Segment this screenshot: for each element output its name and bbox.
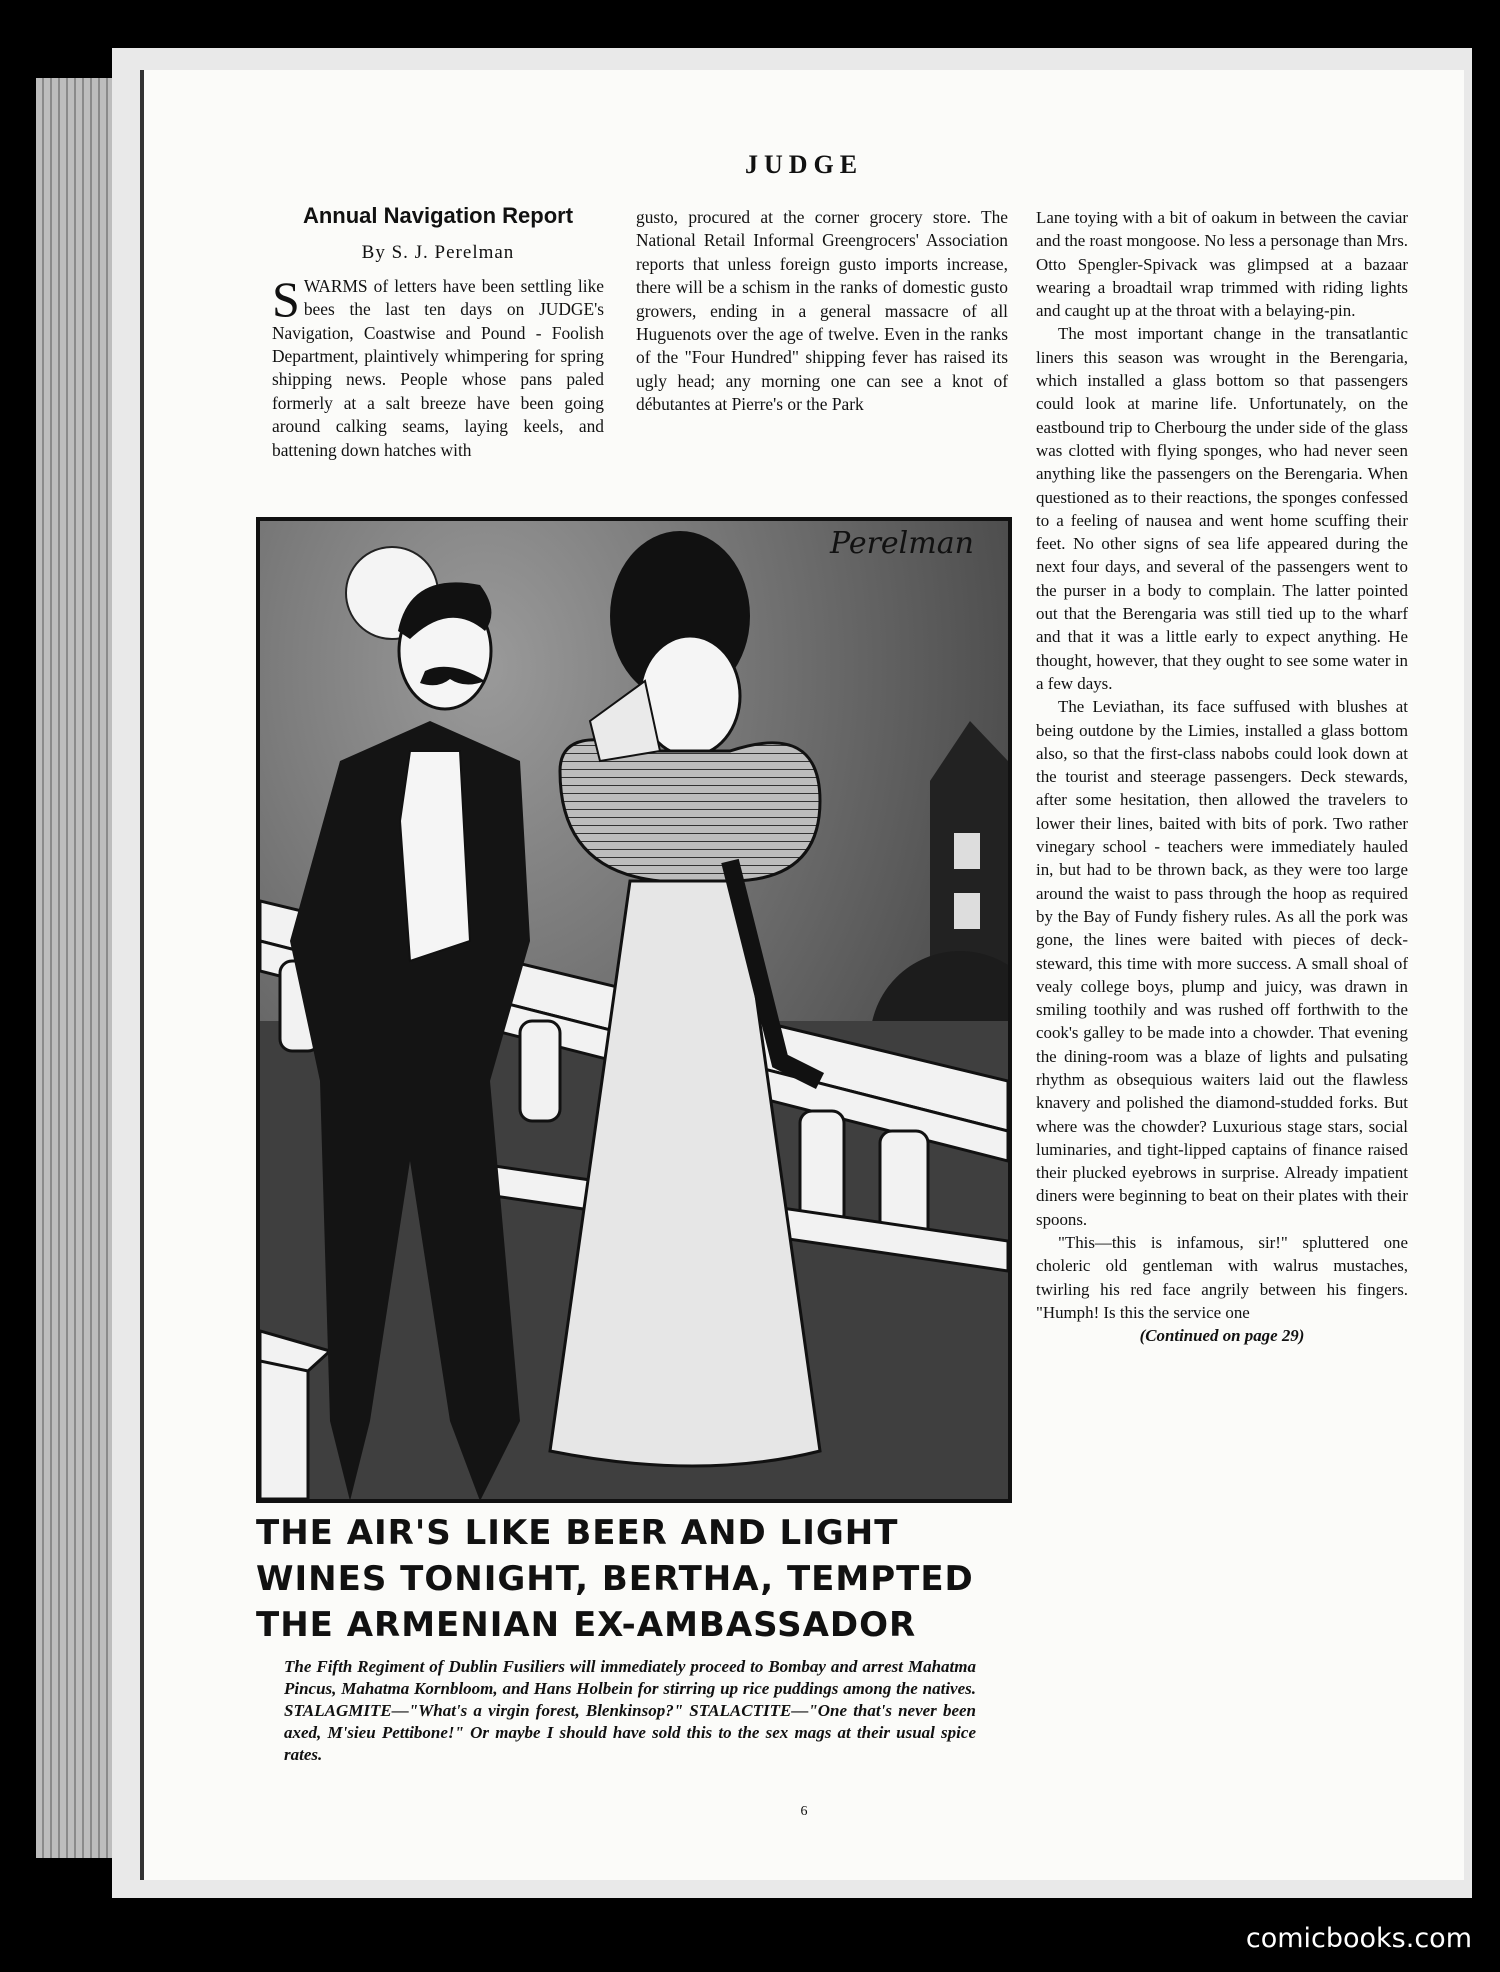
article-column-3 <box>1036 206 1408 1348</box>
page-number: 6 <box>800 1804 808 1819</box>
cartoon-caption-headline <box>256 1510 1016 1648</box>
cartoon-illustration <box>256 517 1012 1503</box>
article-byline: By S. J. Perelman <box>361 242 515 264</box>
caption-line: WINES TONIGHT, BERTHA, TEMPTED <box>256 1559 974 1599</box>
article-column-1 <box>272 204 604 462</box>
masthead: JUDGE <box>744 150 864 179</box>
article-paragraph: "This—this is infamous, sir!" spluttered one choleric old gentleman with walrus mustaches, twirling his red face angrily between his fingers. "Humph! Is this the service one <box>1036 1233 1408 1322</box>
watermark: comicbooks.com <box>1245 1923 1472 1954</box>
drop-cap: S <box>272 270 300 327</box>
article-paragraph: The Leviathan, its face suffused with blushes at being outdone by the Limies, installed a glass bottom also, so that the first-class nabobs could look down at the tourist and steerage passengers. Deck stewards, after some hesitation, then allowed the travelers to lower their lines, baited with bits of pork. Two rather vinegary school - teachers were immediately hauled in, but had to be thrown back, as they were too large around the waist to pass through the hoop as required by the Bay of Fundy fishery rules. As all the pork was gone, the lines were baited with pieces of deck-steward, this time with more success. A small shoal of vealy college boys, plump and juicy, was drawn in smiling toothily and was rushed off forthwith to the cook's galley to be made into a chowder. That evening the dining-room was a blaze of lights and pulsating rhythm as obsequious waiters laid out the flawless knavery and polished the diamond-studded forks. But where was the chowder? Luxurious stage stars, social luminaries, and tight-lipped captains of finance raised their plucked eyebrows in surprise. Already impatient diners were beginning to beat on their plates with their spoons. <box>1036 697 1408 1229</box>
magazine-page <box>140 70 1464 1880</box>
caption-line: THE ARMENIAN EX-AMBASSADOR <box>256 1605 917 1645</box>
continued-note: (Continued on page 29) <box>1139 1326 1305 1346</box>
book-spine-edges <box>36 78 116 1858</box>
article-title: Annual Navigation Report <box>302 203 574 228</box>
artist-signature: Perelman <box>830 526 974 561</box>
cartoon-drawing <box>260 521 1008 1499</box>
article-paragraph: gusto, procured at the corner grocery store. The National Retail Informal Greengrocers' Association reports that unless foreign gusto imports increase, there will be a schism in the ranks of domestic gusto growers, ending in a general massacre of all Huguenots over the age of twelve. Even in the ranks of the "Four Hundred" shipping fever has raised its ugly head; any morning one can see a knot of débutantes at Pierre's or the Park <box>636 207 1008 415</box>
article-paragraph: The most important change in the transatlantic liners this season was wrought in the Berengaria, which installed a glass bottom so that passengers could look at marine life. Unfortunately, on the eastbound trip to Cherbourg the under side of the glass was clotted with flying sponges, who had never seen anything like the passengers on the Berengaria. When questioned as to their reactions, the sponges confessed to a feeling of nausea and went home scuffing their feet. No other signs of sea life appeared during the next four days, and several of the passengers went to the purser in a body to complain. The latter pointed out that the Berengaria was still tied up to the wharf and that it was a little early to expect anything. He thought, however, that they ought to see some water in a few days. <box>1036 324 1408 693</box>
article-paragraph: Lane toying with a bit of oakum in between the caviar and the roast mongoose. No less a personage than Mrs. Otto Spengler-Spivack was glimpsed at a bazaar wearing a broadtail wrap trimmed with riding lights and caught up at the throat with a belaying-pin. <box>1036 208 1408 321</box>
article-column-2 <box>636 206 1008 417</box>
caption-line: THE AIR'S LIKE BEER AND LIGHT <box>256 1513 899 1553</box>
article-paragraph: SWARMS of letters have been settling like bees the last ten days on JUDGE's Navigation, Coastwise and Pound - Foolish Department, plaintively whimpering for spring shipping news. People whose pans paled formerly at a salt breeze have been going around calking seams, laying keels, and battening down hatches with <box>272 270 604 460</box>
cartoon-caption-text: The Fifth Regiment of Dublin Fusiliers will immediately proceed to Bombay and arrest Mahatma Pincus, Mahatma Kornbloom, and Hans Holbein for stirring up rice puddings among the natives. STALAGMITE—"What's a virgin forest, Blenkinsop?" STALACTITE—"One that's never been axed, M'sieu Pettibone!" Or maybe I should have sold this to the sex mags at their usual spice rates. <box>284 1657 976 1764</box>
